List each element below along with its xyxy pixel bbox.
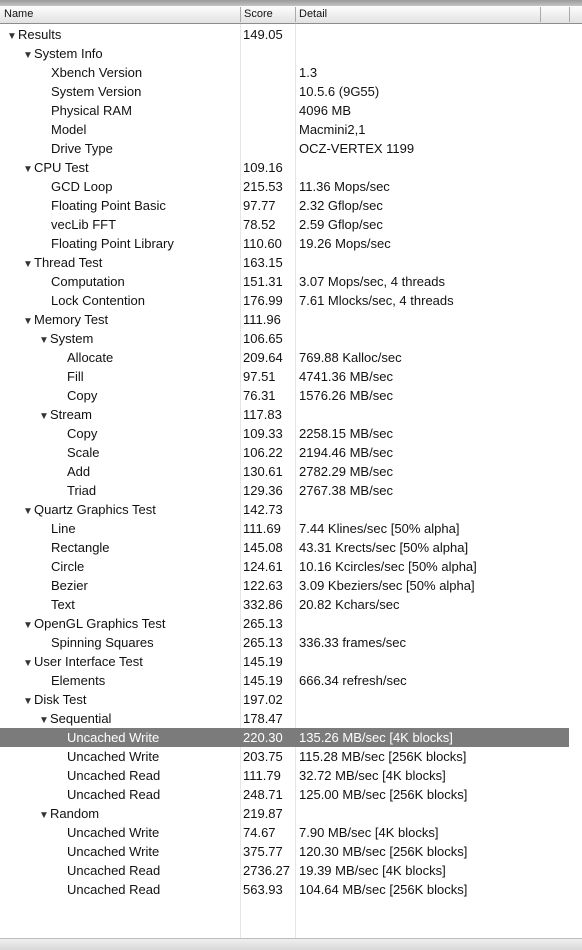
outline-row[interactable] xyxy=(0,481,582,500)
outline-row[interactable] xyxy=(0,329,582,348)
outline-row[interactable] xyxy=(0,519,582,538)
row-score: 265.13 xyxy=(243,635,283,650)
row-name-cell xyxy=(67,842,159,861)
row-score: 97.51 xyxy=(243,369,276,384)
row-score: 106.65 xyxy=(243,331,283,346)
outline-row[interactable] xyxy=(0,101,582,120)
row-label: Elements xyxy=(51,673,106,688)
row-label: Physical RAM xyxy=(51,103,132,118)
row-label: Floating Point Basic xyxy=(51,198,166,213)
row-name-cell xyxy=(39,804,99,825)
row-name-cell xyxy=(23,310,108,331)
outline-row[interactable] xyxy=(0,747,582,766)
disclosure-triangle-down-icon[interactable]: ▼ xyxy=(23,620,33,631)
row-name-cell xyxy=(51,538,110,557)
outline-row[interactable] xyxy=(0,652,582,671)
row-name-cell xyxy=(51,177,112,196)
row-label: System Info xyxy=(34,46,103,61)
row-score: 130.61 xyxy=(243,464,283,479)
row-name-cell xyxy=(67,728,159,747)
row-name-cell xyxy=(51,633,154,652)
row-detail: 20.82 Kchars/sec xyxy=(299,597,400,612)
row-name-cell xyxy=(23,690,87,711)
row-name-cell xyxy=(23,158,89,179)
disclosure-triangle-down-icon[interactable]: ▼ xyxy=(23,50,33,61)
row-label: Sequential xyxy=(50,711,112,726)
row-label: System xyxy=(50,331,94,346)
row-detail: 4741.36 MB/sec xyxy=(299,369,393,384)
row-label: Uncached Read xyxy=(67,882,161,897)
row-detail: 125.00 MB/sec [256K blocks] xyxy=(299,787,468,802)
disclosure-triangle-down-icon[interactable]: ▼ xyxy=(23,164,33,175)
row-detail: 19.26 Mops/sec xyxy=(299,236,391,251)
row-score: 129.36 xyxy=(243,483,283,498)
row-name-cell xyxy=(67,747,159,766)
outline-row[interactable] xyxy=(0,538,582,557)
row-name-cell xyxy=(51,101,132,120)
row-name-cell xyxy=(51,595,75,614)
outline-row[interactable] xyxy=(0,234,582,253)
outline-row[interactable] xyxy=(0,177,582,196)
row-label: Fill xyxy=(67,369,84,384)
row-score: 122.63 xyxy=(243,578,283,593)
row-name-cell xyxy=(39,405,92,426)
disclosure-triangle-down-icon[interactable]: ▼ xyxy=(23,259,33,270)
row-label: Random xyxy=(50,806,100,821)
row-label: CPU Test xyxy=(34,160,89,175)
row-name-cell xyxy=(51,139,113,158)
disclosure-triangle-down-icon[interactable]: ▼ xyxy=(39,411,49,422)
row-label: Floating Point Library xyxy=(51,236,174,251)
row-score: 178.47 xyxy=(243,711,283,726)
row-score: 151.31 xyxy=(243,274,283,289)
outline-row[interactable] xyxy=(0,139,582,158)
row-score: 145.19 xyxy=(243,654,283,669)
row-detail: 7.61 Mlocks/sec, 4 threads xyxy=(299,293,454,308)
column-divider[interactable] xyxy=(540,7,541,22)
row-label: Disk Test xyxy=(34,692,87,707)
row-detail: 11.36 Mops/sec xyxy=(299,179,390,194)
column-header xyxy=(0,6,582,24)
outline-row[interactable] xyxy=(0,804,582,823)
row-score: 74.67 xyxy=(243,825,276,840)
row-detail: 2.59 Gflop/sec xyxy=(299,217,383,232)
window-bottom-bar xyxy=(0,938,582,950)
row-name-cell xyxy=(51,234,174,253)
disclosure-triangle-down-icon[interactable]: ▼ xyxy=(39,810,49,821)
row-score: 142.73 xyxy=(243,502,283,517)
outline-row[interactable] xyxy=(0,728,569,747)
outline-row[interactable] xyxy=(0,785,582,804)
row-name-cell xyxy=(51,82,141,101)
row-score: 111.69 xyxy=(243,521,281,536)
row-score: 145.19 xyxy=(243,673,283,688)
row-detail: 7.44 Klines/sec [50% alpha] xyxy=(299,521,460,536)
row-detail: 115.28 MB/sec [256K blocks] xyxy=(299,749,467,764)
row-name-cell xyxy=(67,861,160,880)
row-name-cell xyxy=(7,25,61,46)
row-score: 219.87 xyxy=(243,806,283,821)
row-score: 163.15 xyxy=(243,255,283,270)
outline-row[interactable] xyxy=(0,576,582,595)
row-label: Lock Contention xyxy=(51,293,145,308)
row-detail: 104.64 MB/sec [256K blocks] xyxy=(299,882,468,897)
outline-row[interactable] xyxy=(0,766,582,785)
row-detail: 7.90 MB/sec [4K blocks] xyxy=(299,825,439,840)
row-name-cell xyxy=(51,196,166,215)
row-name-cell xyxy=(51,120,86,139)
row-name-cell xyxy=(67,367,84,386)
outline-row[interactable] xyxy=(0,443,582,462)
row-label: Results xyxy=(18,27,62,42)
row-name-cell xyxy=(23,652,143,673)
column-divider[interactable] xyxy=(569,7,570,22)
row-score: 248.71 xyxy=(243,787,283,802)
row-score: 375.77 xyxy=(243,844,283,859)
row-label: GCD Loop xyxy=(51,179,113,194)
row-score: 149.05 xyxy=(243,27,283,42)
row-label: Copy xyxy=(67,388,98,403)
row-name-cell xyxy=(51,215,116,234)
outline-row[interactable] xyxy=(0,215,582,234)
row-label: Uncached Write xyxy=(67,749,160,764)
row-score: 265.13 xyxy=(243,616,283,631)
outline-row[interactable] xyxy=(0,614,582,633)
row-name-cell xyxy=(67,880,160,899)
outline-row[interactable] xyxy=(0,671,582,690)
row-label: Uncached Read xyxy=(67,787,161,802)
row-score: 76.31 xyxy=(243,388,276,403)
row-detail: 769.88 Kalloc/sec xyxy=(299,350,402,365)
row-score: 124.61 xyxy=(243,559,283,574)
row-label: Uncached Write xyxy=(67,730,160,745)
outline-row[interactable] xyxy=(0,500,582,519)
row-name-cell xyxy=(67,785,160,804)
row-score: 332.86 xyxy=(243,597,283,612)
row-name-cell xyxy=(39,709,111,730)
outline-row[interactable] xyxy=(0,44,582,63)
row-score: 176.99 xyxy=(243,293,283,308)
row-score: 2736.27 xyxy=(243,863,290,878)
row-detail: Macmini2,1 xyxy=(299,122,366,137)
row-score: 215.53 xyxy=(243,179,283,194)
row-label: Thread Test xyxy=(34,255,103,270)
row-score: 145.08 xyxy=(243,540,283,555)
row-label: Memory Test xyxy=(34,312,109,327)
column-header-detail[interactable]: Detail xyxy=(299,8,328,20)
disclosure-triangle-down-icon[interactable]: ▼ xyxy=(23,658,33,669)
row-label: Computation xyxy=(51,274,125,289)
row-label: Uncached Write xyxy=(67,844,160,859)
outline-row[interactable] xyxy=(0,63,582,82)
row-label: Line xyxy=(51,521,76,536)
row-score: 209.64 xyxy=(243,350,283,365)
row-label: Circle xyxy=(51,559,85,574)
row-name-cell xyxy=(67,766,160,785)
row-name-cell xyxy=(23,44,103,65)
column-header-score[interactable]: Score xyxy=(244,8,273,20)
row-label: Copy xyxy=(67,426,98,441)
outline-row[interactable] xyxy=(0,291,582,310)
row-score: 109.16 xyxy=(243,160,283,175)
row-label: Rectangle xyxy=(51,540,110,555)
outline-row[interactable] xyxy=(0,253,582,272)
row-detail: 120.30 MB/sec [256K blocks] xyxy=(299,844,468,859)
row-name-cell xyxy=(51,291,145,310)
row-score: 220.30 xyxy=(243,730,283,745)
outline-row[interactable] xyxy=(0,25,582,44)
row-score: 110.60 xyxy=(243,236,282,251)
disclosure-triangle-down-icon[interactable]: ▼ xyxy=(39,715,49,726)
row-name-cell xyxy=(67,348,113,367)
row-label: Bezier xyxy=(51,578,88,593)
row-detail: 2258.15 MB/sec xyxy=(299,426,393,441)
outline-row[interactable] xyxy=(0,633,582,652)
outline-row[interactable] xyxy=(0,595,582,614)
disclosure-triangle-down-icon[interactable]: ▼ xyxy=(23,696,33,707)
row-name-cell xyxy=(23,500,156,521)
row-label: OpenGL Graphics Test xyxy=(34,616,166,631)
row-name-cell xyxy=(51,272,125,291)
outline-row[interactable] xyxy=(0,861,582,880)
row-detail: 1576.26 MB/sec xyxy=(299,388,393,403)
row-score: 97.77 xyxy=(243,198,276,213)
row-label: Spinning Squares xyxy=(51,635,154,650)
row-detail: 10.16 Kcircles/sec [50% alpha] xyxy=(299,559,477,574)
row-name-cell xyxy=(67,386,97,405)
outline-row[interactable] xyxy=(0,709,582,728)
row-label: Drive Type xyxy=(51,141,113,156)
row-name-cell xyxy=(67,462,90,481)
row-name-cell xyxy=(51,576,88,595)
row-name-cell xyxy=(51,671,105,690)
row-label: Xbench Version xyxy=(51,65,143,80)
disclosure-triangle-down-icon[interactable]: ▼ xyxy=(7,31,17,42)
row-detail: 1.3 xyxy=(299,65,318,80)
outline-row[interactable] xyxy=(0,158,582,177)
row-label: Scale xyxy=(67,445,100,460)
row-detail: 3.07 Mops/sec, 4 threads xyxy=(299,274,445,289)
outline-row[interactable] xyxy=(0,690,582,709)
row-score: 111.79 xyxy=(243,768,281,783)
row-name-cell xyxy=(23,614,166,635)
disclosure-triangle-down-icon[interactable]: ▼ xyxy=(23,506,33,517)
outline-row[interactable] xyxy=(0,120,582,139)
row-detail: 3.09 Kbeziers/sec [50% alpha] xyxy=(299,578,475,593)
row-detail: 336.33 frames/sec xyxy=(299,635,406,650)
row-name-cell xyxy=(67,823,159,842)
row-label: Add xyxy=(67,464,91,479)
row-label: Allocate xyxy=(67,350,114,365)
disclosure-triangle-down-icon[interactable]: ▼ xyxy=(39,335,49,346)
outline-row[interactable] xyxy=(0,557,582,576)
row-detail: 2194.46 MB/sec xyxy=(299,445,393,460)
row-label: Quartz Graphics Test xyxy=(34,502,156,517)
outline-row[interactable] xyxy=(0,424,582,443)
outline-row[interactable] xyxy=(0,405,582,424)
row-detail: 2.32 Gflop/sec xyxy=(299,198,383,213)
row-name-cell xyxy=(39,329,93,350)
column-header-name[interactable]: Name xyxy=(4,8,34,20)
row-name-cell xyxy=(51,63,142,82)
outline-row[interactable] xyxy=(0,842,582,861)
row-score: 117.83 xyxy=(243,407,282,422)
outline-row[interactable] xyxy=(0,823,582,842)
row-detail: 135.26 MB/sec [4K blocks] xyxy=(299,730,453,745)
row-label: vecLib FFT xyxy=(51,217,117,232)
row-detail: 2782.29 MB/sec xyxy=(299,464,393,479)
row-detail: 32.72 MB/sec [4K blocks] xyxy=(299,768,446,783)
outline-row[interactable] xyxy=(0,272,582,291)
row-score: 197.02 xyxy=(243,692,283,707)
row-detail: 2767.38 MB/sec xyxy=(299,483,393,498)
row-detail: OCZ-VERTEX 1199 xyxy=(299,141,415,156)
row-label: Uncached Read xyxy=(67,768,161,783)
row-label: Model xyxy=(51,122,87,137)
row-name-cell xyxy=(67,424,97,443)
row-score: 78.52 xyxy=(243,217,276,232)
row-name-cell xyxy=(67,481,96,500)
row-score: 203.75 xyxy=(243,749,283,764)
row-detail: 4096 MB xyxy=(299,103,352,118)
outline-row[interactable] xyxy=(0,880,582,899)
outline-row[interactable] xyxy=(0,310,582,329)
row-label: System Version xyxy=(51,84,142,99)
row-detail: 43.31 Krects/sec [50% alpha] xyxy=(299,540,469,555)
row-label: Uncached Write xyxy=(67,825,160,840)
outline-row[interactable] xyxy=(0,348,582,367)
row-score: 563.93 xyxy=(243,882,283,897)
row-name-cell xyxy=(23,253,102,274)
row-name-cell xyxy=(51,519,76,538)
disclosure-triangle-down-icon[interactable]: ▼ xyxy=(23,316,33,327)
outline-row[interactable] xyxy=(0,462,582,481)
row-name-cell xyxy=(67,443,100,462)
row-label: Triad xyxy=(67,483,97,498)
row-label: Stream xyxy=(50,407,92,422)
row-detail: 19.39 MB/sec [4K blocks] xyxy=(299,863,446,878)
row-score: 109.33 xyxy=(243,426,283,441)
outline-row[interactable] xyxy=(0,196,582,215)
row-detail: 10.5.6 (9G55) xyxy=(299,84,380,99)
outline-row[interactable] xyxy=(0,386,582,405)
outline-row[interactable] xyxy=(0,82,582,101)
results-outline xyxy=(0,25,582,899)
row-score: 106.22 xyxy=(243,445,283,460)
outline-row[interactable] xyxy=(0,367,582,386)
row-label: Text xyxy=(51,597,75,612)
row-name-cell xyxy=(51,557,84,576)
row-score: 111.96 xyxy=(243,312,281,327)
row-label: User Interface Test xyxy=(34,654,143,669)
row-detail: 666.34 refresh/sec xyxy=(299,673,407,688)
row-label: Uncached Read xyxy=(67,863,161,878)
